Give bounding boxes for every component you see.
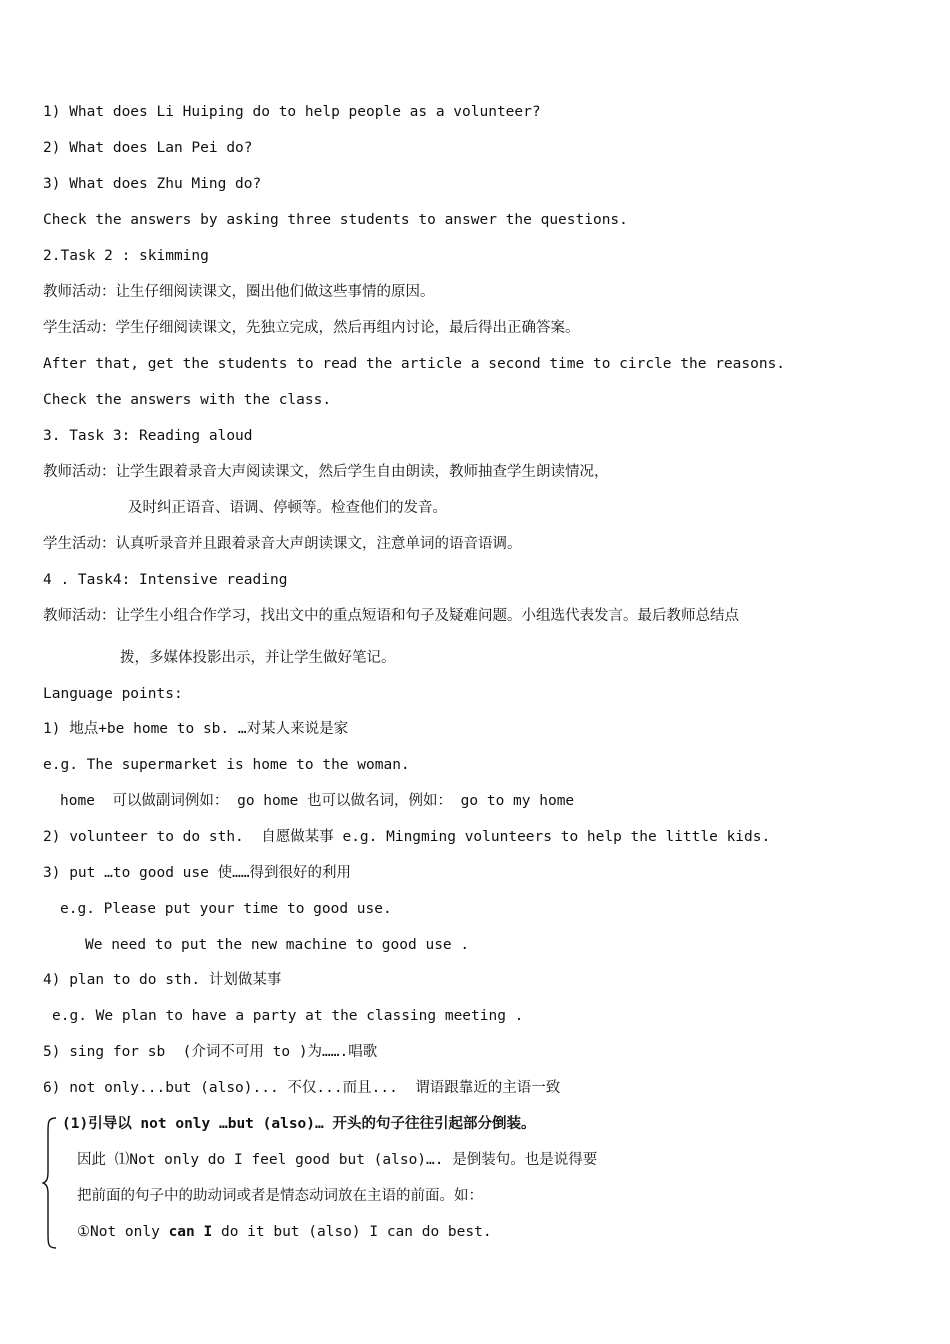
task2-heading: 2.Task 2 : skimming [43, 248, 209, 264]
point-3-example-1: e.g. Please put your time to good use. [60, 901, 392, 917]
language-points-heading: Language points: [43, 686, 183, 702]
inversion-explanation-1: 因此 ⑴Not only do I feel good but (also)…. 是倒装句。也是说得要 [77, 1152, 598, 1168]
question-2: 2) What does Lan Pei do? [43, 140, 253, 156]
point-1-example: e.g. The supermarket is home to the woman. [43, 757, 410, 773]
point-5: 5) sing for sb (介词不可用 to )为…….唱歌 [43, 1044, 378, 1060]
check-answers-line: Check the answers by asking three students to answer the questions. [43, 212, 628, 228]
point-3: 3) put …to good use 使……得到很好的利用 [43, 865, 352, 881]
after-that-line: After that, get the students to read the article a second time to circle the reasons. [43, 356, 786, 372]
task4-teacher-activity: 教师活动：让学生小组合作学习，找出文中的重点短语和句子及疑难问题。小组选代表发言。最后教师总结点 [43, 608, 739, 624]
point-1-note: home 可以做副词例如： go home 也可以做名词，例如： go to my home [60, 793, 575, 809]
inversion-example-start: ①Not only [77, 1224, 169, 1240]
question-3: 3) What does Zhu Ming do? [43, 176, 262, 192]
task3-heading: 3. Task 3: Reading aloud [43, 428, 253, 444]
point-4-example: e.g. We plan to have a party at the classing meeting . [52, 1008, 524, 1024]
point-6: 6) not only...but (also)... 不仅...而且... 谓语跟靠近的主语一致 [43, 1080, 561, 1096]
task3-student-activity: 学生活动：认真听录音并且跟着录音大声朗读课文，注意单词的语音语调。 [43, 536, 522, 552]
point-1: 1) 地点+be home to sb. …对某人来说是家 [43, 721, 349, 737]
task2-student-activity: 学生活动：学生仔细阅读课文，先独立完成，然后再组内讨论，最后得出正确答案。 [43, 320, 580, 336]
check-class-line: Check the answers with the class. [43, 392, 332, 408]
point-2: 2) volunteer to do sth. 自愿做某事 e.g. Mingming volunteers to help the little kids. [43, 829, 771, 845]
inversion-example [77, 1222, 492, 1242]
inversion-rule: (1)引导以 not only …but (also)… 开头的句子往往引起部分倒装。 [62, 1116, 536, 1132]
point-3-example-2: We need to put the new machine to good use . [85, 937, 470, 953]
question-1: 1) What does Li Huiping do to help people as a volunteer? [43, 104, 541, 120]
inversion-example-bold: can I [168, 1224, 213, 1240]
inversion-example-end: do it but (also) I can do best. [212, 1224, 492, 1240]
point-4: 4) plan to do sth. 计划做某事 [43, 972, 282, 988]
task4-heading: 4 . Task4: Intensive reading [43, 572, 288, 588]
task3-teacher-activity: 教师活动：让学生跟着录音大声阅读课文，然后学生自由朗读，教师抽查学生朗读情况， [43, 464, 609, 480]
task4-teacher-activity-cont: 拨，多媒体投影出示，并让学生做好笔记。 [120, 650, 396, 666]
left-brace-icon [42, 1116, 58, 1250]
task2-teacher-activity: 教师活动：让生仔细阅读课文，圈出他们做这些事情的原因。 [43, 284, 435, 300]
task3-teacher-activity-cont: 及时纠正语音、语调、停顿等。检查他们的发音。 [128, 500, 447, 516]
inversion-explanation-2: 把前面的句子中的助动词或者是情态动词放在主语的前面。如： [77, 1188, 483, 1204]
